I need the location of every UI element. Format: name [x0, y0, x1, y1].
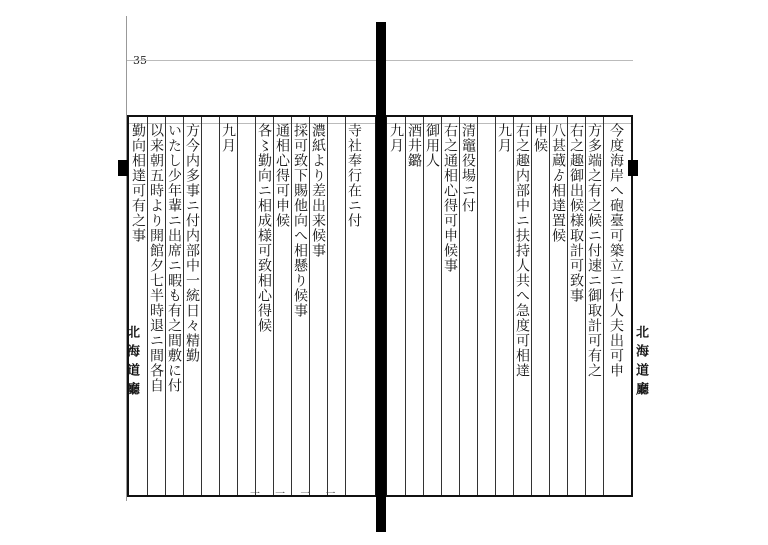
right-page [385, 16, 633, 501]
left-spine-label: 北海道廳 [124, 325, 139, 401]
text-column: 方多端之有之候ニ付速ニ御取計可有之 [586, 123, 602, 378]
page-number: 35 [133, 54, 147, 67]
text-column: 寺社奉行在ニ付 [346, 123, 362, 228]
text-column: いたし少年輩ニ出席ニ暇も有之間敷に付 [166, 123, 182, 393]
left-edge-tab [118, 160, 128, 176]
text-column: 今度海岸へ砲臺可築立ニ付人夫出可申 [608, 123, 624, 378]
text-column: 申候 [532, 123, 548, 153]
text-column: 方今内多事ニ付内部中一統日々精勤 [184, 123, 200, 363]
text-column: 九月 [388, 123, 404, 153]
right-text-frame [385, 115, 633, 497]
text-column: 九月 [496, 123, 512, 153]
text-column: 勤向相達可有之事 [130, 123, 146, 243]
book-spine [376, 22, 386, 532]
right-edge-tab [628, 160, 638, 176]
text-column: 九月 [220, 123, 236, 153]
text-column: 濃紙より差出来候事 [310, 123, 326, 258]
text-column: 御用人 [424, 123, 440, 168]
text-column: 通相心得可申候 [274, 123, 290, 228]
text-column: 各〻勤向ニ相成様可致相心得候 [256, 123, 272, 333]
text-column: 以来朝五時より開館夕七半時退ニ間各自 [148, 123, 164, 393]
bottom-marks: 一 一 一 一 [250, 489, 342, 500]
text-column: 清竈役場ニ付 [460, 123, 476, 213]
text-column: 右之趣御出候様取計可致事 [568, 123, 584, 303]
left-text-frame [127, 115, 377, 497]
text-column: 酒井鏴 [406, 123, 422, 168]
text-column: 八甚蔵ゟ相達置候 [550, 123, 566, 243]
text-column: 右之通相心得可申候事 [442, 123, 458, 273]
text-column: 採可致下賜他向へ相懸り候事 [292, 123, 308, 318]
text-column: 右之趣内部中ニ扶持人共へ急度可相達 [514, 123, 530, 378]
left-page [126, 16, 377, 501]
right-spine-label: 北海道廳 [633, 325, 648, 401]
